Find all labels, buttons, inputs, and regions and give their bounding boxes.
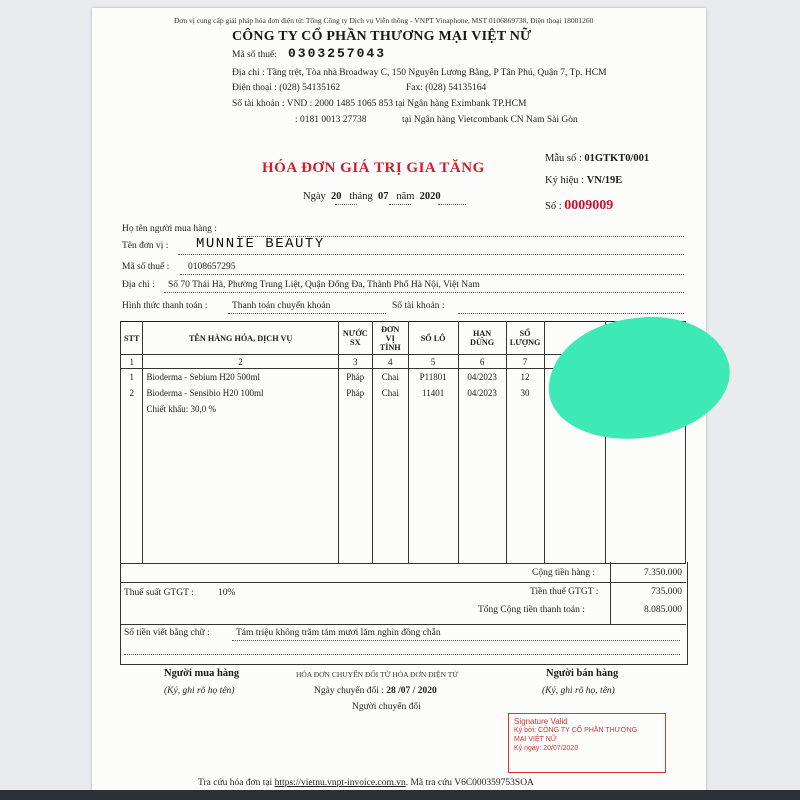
payment-label: Hình thức thanh toán :: [122, 301, 208, 311]
col-expiry: HẠN DÙNG: [458, 322, 506, 355]
col-stt: STT: [121, 322, 143, 355]
provider-line: Đơn vị cung cấp giải pháp hóa đơn điện tử: Tổng Công ty Dịch vụ Viễn thông - VNPT Vinaphone, MST 0106869738, Điện thoại 18001260: [174, 16, 594, 25]
seller-phone: Điện thoại : (028) 54135162: [232, 83, 341, 93]
conversion-date: Ngày chuyển đổi : 28 /07 / 2020: [314, 686, 437, 696]
buyer-unit-label: Tên đơn vị :: [122, 241, 169, 251]
vat-amount-label: Tiền thuế GTGT :: [530, 587, 599, 597]
seller-name: CÔNG TY CỔ PHẦN THƯƠNG MẠI VIỆT NỮ: [232, 29, 532, 44]
date-line: Ngày 20 tháng 07 năm 2020: [303, 191, 441, 202]
payment-value: Thanh toán chuyển khoản: [232, 301, 331, 311]
seller-account-1: Số tài khoản : VND : 2000 1485 1065 853 tại Ngân hàng Eximbank TP.HCM: [232, 99, 527, 109]
seller-tax-code: 0303257043: [288, 46, 387, 61]
table-index-row: 1 2 3 4 5 6 7: [121, 355, 686, 369]
seller-sign-title: Người bán hàng: [546, 668, 619, 679]
buyer-sign-hint: (Ký, ghi rõ họ tên): [164, 686, 235, 696]
taskbar: [0, 790, 800, 800]
vat-rate-label: Thuế suất GTGT :: [124, 588, 194, 598]
buyer-unit-value: MUNNIE BEAUTY: [196, 236, 325, 252]
symbol: Ký hiệu : VN/19E: [545, 175, 623, 186]
buyer-name-label: Họ tên người mua hàng :: [122, 224, 217, 234]
buyer-tax-label: Mã số thuế :: [122, 262, 170, 272]
totals-box: [120, 562, 688, 665]
seller-account-2-bank: tại Ngân hàng Vietcombank CN Nam Sài Gòn: [402, 115, 578, 125]
converter-label: Người chuyển đổi: [352, 702, 421, 712]
col-unit: ĐƠN VỊ TÍNH: [372, 322, 408, 355]
invoice-year: 2020: [419, 191, 441, 202]
table-row: 1 Bioderma - Sebium H20 500ml Pháp Chai P11801 04/2023 12: [121, 369, 686, 386]
seller-fax: Fax: (028) 54135164: [406, 83, 487, 93]
subtotal-label: Cộng tiền hàng :: [532, 568, 596, 578]
form-number: Mẫu số : 01GTKT0/001: [545, 153, 650, 164]
grand-total-label: Tổng Cộng tiền thanh toán :: [478, 605, 585, 615]
lookup-link[interactable]: https://vietnu.vnpt-invoice.com.vn: [274, 778, 406, 788]
digital-signature-stamp: Signature Valid Ký bởi: CÔNG TY CỔ PHẦN THƯƠNG MẠI VIỆT NỮ Ký ngày: 20/07/2020: [508, 713, 666, 773]
buyer-account-label: Số tài khoản :: [392, 301, 445, 311]
buyer-tax-value: 0108657295: [188, 262, 236, 272]
words-value: Tám triệu không trăm tám mươi lăm nghìn đồng chẵn: [236, 628, 441, 638]
vat-rate-value: 10%: [218, 588, 236, 598]
buyer-address-label: Địa chỉ :: [122, 280, 155, 290]
buyer-sign-title: Người mua hàng: [164, 668, 240, 679]
conversion-title: HÓA ĐƠN CHUYỂN ĐỔI TỪ HÓA ĐƠN ĐIỆN TỬ: [296, 670, 459, 679]
col-lot: SỐ LÔ: [408, 322, 458, 355]
col-origin: NƯỚC SX: [338, 322, 372, 355]
grand-total-value: 8.085.000: [644, 605, 682, 615]
seller-sign-hint: (Ký, ghi rõ họ, tên): [542, 686, 615, 696]
table-row: 2 Bioderma - Sensibio H20 100ml Pháp Chai 11401 04/2023 30: [121, 385, 686, 401]
lookup-line: Tra cứu hóa đơn tại https://vietnu.vnpt-invoice.com.vn. Mã tra cứu V6C000359753SOA: [198, 778, 534, 788]
words-label: Số tiền viết bằng chữ :: [124, 628, 210, 638]
vat-amount-value: 735.000: [651, 587, 682, 597]
seller-account-2: : 0181 0013 27738: [295, 115, 367, 125]
col-qty: SỐ LƯỢNG: [506, 322, 544, 355]
invoice-title: HÓA ĐƠN GIÁ TRỊ GIA TĂNG: [262, 160, 485, 176]
buyer-address-value: Số 70 Thái Hà, Phường Trung Liệt, Quận Đống Đa, Thành Phố Hà Nội, Việt Nam: [168, 280, 480, 290]
invoice-month: 07: [377, 191, 389, 202]
seller-address: Địa chỉ : Tầng trệt, Tòa nhà Broadway C, 150 Nguyễn Lương Bằng, P Tân Phú, Quận 7, Tp. HCM: [232, 68, 607, 78]
subtotal-value: 7.350.000: [644, 568, 682, 578]
invoice-day: 20: [331, 191, 342, 202]
discount-note: Chiết khấu: 30,0 %: [143, 401, 338, 417]
invoice-number: Số : 0009009: [545, 198, 614, 213]
col-name: TÊN HÀNG HÓA, DỊCH VỤ: [143, 322, 338, 355]
seller-tax-label: Mã số thuế:: [232, 50, 277, 60]
